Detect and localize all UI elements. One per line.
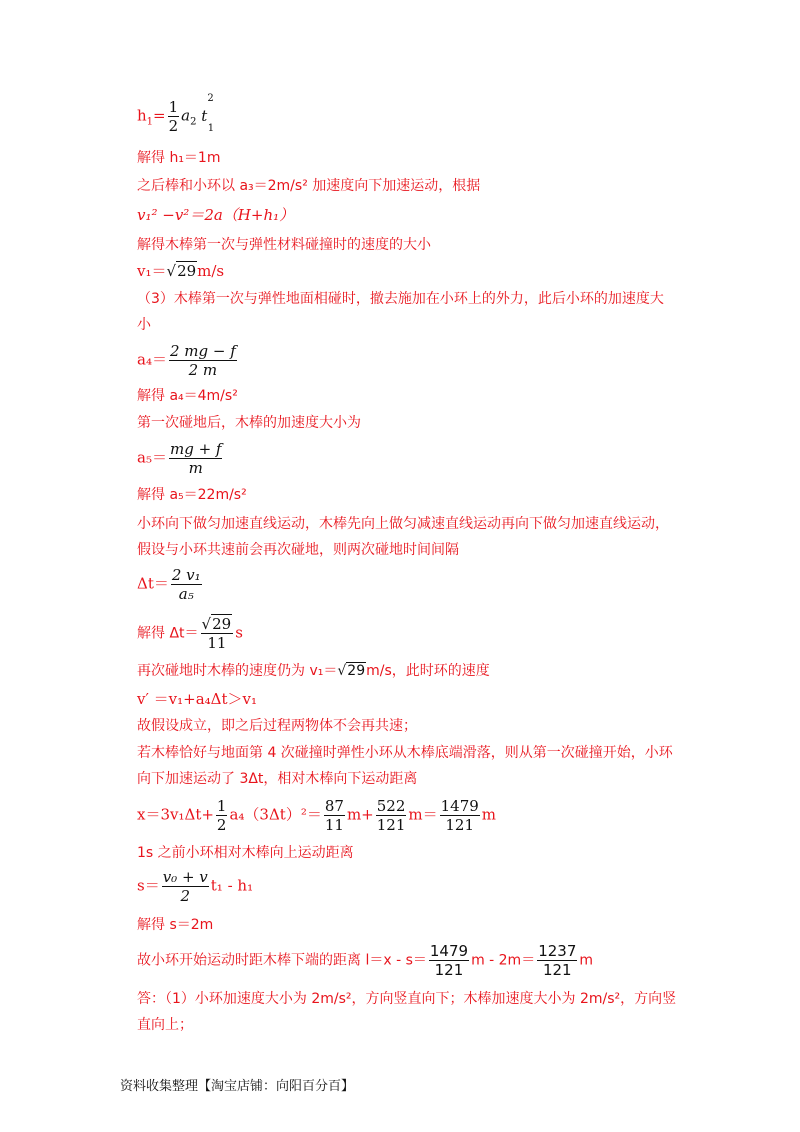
second-impact-sentence: 再次碰地时木棒的速度仍为 v₁＝√29m/s，此时环的速度 xyxy=(137,663,490,679)
assumption-sentence: 假设与小环共速前会再次碰地，则两次碰地时间间隔 xyxy=(137,542,459,558)
result-delta-t: 解得 Δt＝ $\frac{√29}{11}$ s xyxy=(137,615,243,652)
answer-line-cont: 直向上； xyxy=(137,1017,193,1033)
relative-up-sentence: 1s 之前小环相对木棒向上运动距离 xyxy=(137,845,354,861)
eq-a5: a₅＝ $\frac{mg + f}{m}$ xyxy=(137,440,222,477)
part3-sentence: （3）木棒第一次与弹性地面相碰时，撤去施加在小环上的外力，此后小环的加速度大 xyxy=(137,291,664,307)
result-a5: 解得 a₅＝22m/s² xyxy=(137,487,247,503)
eq-delta-t: Δt＝ $\frac{\text{2 v₁}}{\text{a₅}}$ xyxy=(137,566,201,603)
fourth-impact-sentence-cont: 向下加速运动了 3Δt，相对木棒向下运动距离 xyxy=(137,771,418,787)
conclusion-sentence: 故假设成立，即之后过程两物体不会再共速； xyxy=(137,718,417,734)
answer-line: 答：（1）小环加速度大小为 2m/s²，方向竖直向下；木棒加速度大小为 2m/s²，方向竖 xyxy=(137,991,677,1007)
eq-s: s＝ $\frac{\text{v₀ + v}}{2}$ t₁ - h₁ xyxy=(137,868,254,905)
accel-sentence: 之后棒和小环以 a₃＝2m/s² 加速度向下加速运动，根据 xyxy=(137,178,481,194)
eq-x: x＝3v₁Δt+ $\frac{1}{2}$ a₄（3Δt）²＝ $\frac{87}{11}$ m+ $\frac{522}{121}$ m＝ $\frac{1479}{121}$ m xyxy=(137,797,497,834)
footer-source: 资料收集整理【淘宝店铺：向阳百分百】 xyxy=(120,1079,355,1094)
eq-a4: a₄＝ $\frac{2 mg - f}{2 m}$ xyxy=(137,342,236,379)
result-s: 解得 s＝2m xyxy=(137,917,214,933)
result-h1: 解得 h₁＝1m xyxy=(137,150,221,166)
eq-ring-speed: v′ ＝v₁+a₄Δt＞v₁ xyxy=(137,690,258,708)
eq-h1: $h_1=$ $\frac{1}{2}$ $a_2$ $t^2_1$ xyxy=(137,92,215,135)
motion-sentence: 小环向下做匀加速直线运动，木棒先向上做匀减速直线运动再向下做匀加速直线运动， xyxy=(137,516,669,532)
result-a4: 解得 a₄＝4m/s² xyxy=(137,388,238,404)
part3-sentence-cont: 小 xyxy=(137,317,151,333)
eq-velocity: v₁² −v²＝2a（H+h₁） xyxy=(137,206,295,224)
fourth-impact-sentence: 若木棒恰好与地面第 4 次碰撞时弹性小环从木棒底端滑落，则从第一次碰撞开始，小环 xyxy=(137,745,673,761)
speed-sentence: 解得木棒第一次与弹性材料碰撞时的速度的大小 xyxy=(137,237,431,253)
eq-v1: v₁＝√29m/s xyxy=(137,262,225,280)
stick-accel-sentence: 第一次碰地后，木棒的加速度大小为 xyxy=(137,415,361,431)
eq-l: 故小环开始运动时距木棒下端的距离 l＝x - s＝ $\frac{1479}{121}$ m - 2m＝ $\frac{1237}{121}$ m xyxy=(137,942,594,979)
